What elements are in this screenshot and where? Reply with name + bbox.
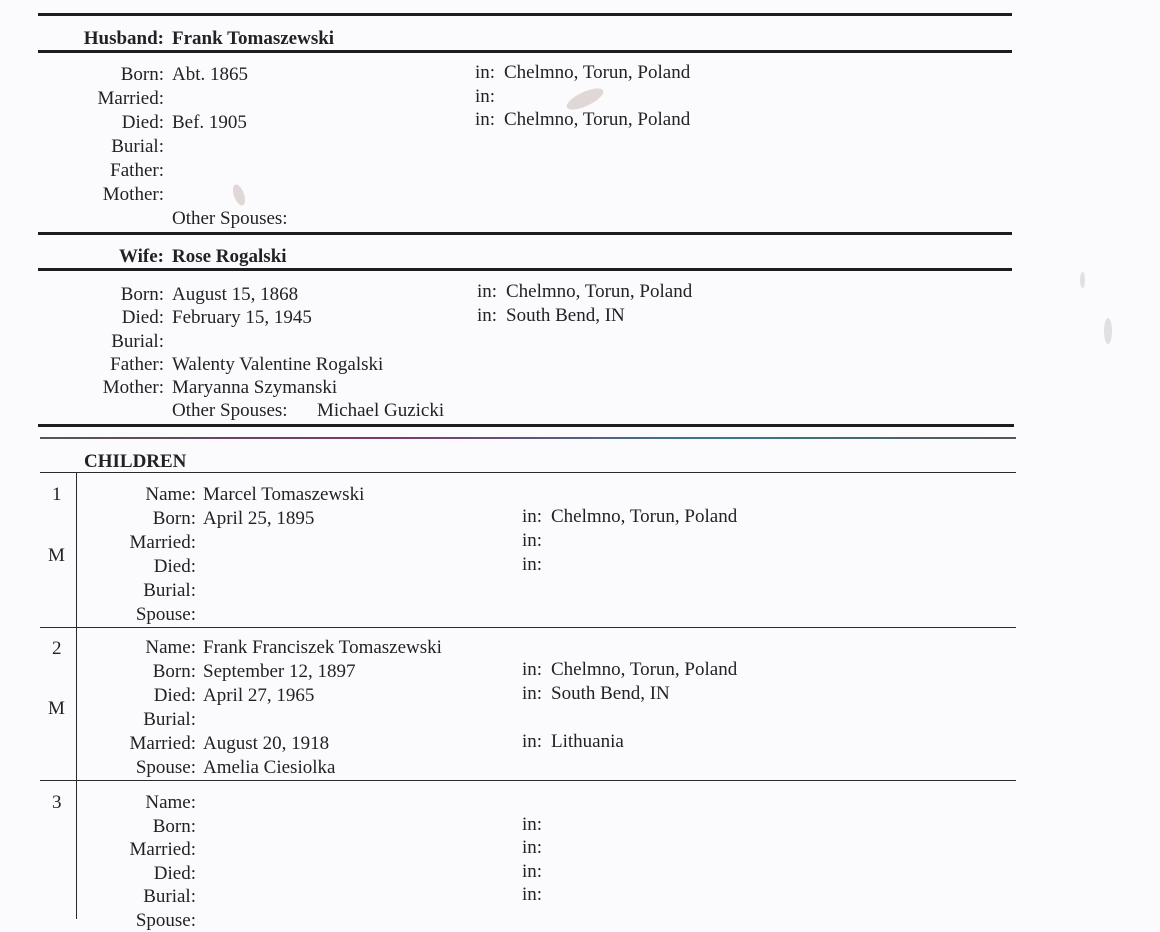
in-label: in: xyxy=(522,837,543,858)
in-label: in: xyxy=(475,109,496,130)
row-label: Born: xyxy=(120,64,164,85)
wife-name: Rose Rogalski xyxy=(172,246,287,267)
row-label: Name: xyxy=(145,637,196,658)
row-value: Amelia Ciesiolka xyxy=(203,757,336,778)
row-value: Bef. 1905 xyxy=(172,112,247,133)
children-column-divider xyxy=(76,472,77,919)
row-value: Abt. 1865 xyxy=(172,64,248,85)
row-label: Name: xyxy=(145,792,196,813)
wife-other-spouses: Michael Guzicki xyxy=(317,400,445,421)
child-sex: M xyxy=(48,545,65,566)
row-label: Mother: xyxy=(102,377,164,398)
child-number: 1 xyxy=(52,484,62,505)
row-label: Died: xyxy=(153,863,196,884)
husband-other-spouses-label: Other Spouses: xyxy=(172,208,288,229)
child-number: 2 xyxy=(52,638,62,659)
in-label: in: xyxy=(522,814,543,835)
child-number: 3 xyxy=(52,792,62,813)
scan-smudge xyxy=(1104,318,1112,344)
row-label: Burial: xyxy=(143,580,196,601)
children-top-rule xyxy=(40,437,1016,439)
row-label: Married: xyxy=(97,88,164,109)
children-heading-rule xyxy=(40,472,1016,473)
row-label: Spouse: xyxy=(135,604,196,625)
row-value: August 15, 1868 xyxy=(172,284,299,305)
row-value: April 25, 1895 xyxy=(203,508,315,529)
child-divider xyxy=(40,627,1016,628)
scan-smudge xyxy=(1080,272,1085,288)
row-value: Marcel Tomaszewski xyxy=(203,484,365,505)
row-label: Married: xyxy=(129,733,196,754)
in-label: in: xyxy=(522,659,543,680)
row-value: April 27, 1965 xyxy=(203,685,315,706)
row-label: Married: xyxy=(129,839,196,860)
row-label: Died: xyxy=(121,112,164,133)
in-label: in: xyxy=(522,884,543,905)
place-value: South Bend, IN xyxy=(551,683,670,704)
husband-mother-label: Mother: xyxy=(102,184,164,205)
wife-heading-label: Wife: xyxy=(118,246,164,267)
place-value: Chelmno, Torun, Poland xyxy=(506,281,693,302)
row-value: Maryanna Szymanski xyxy=(172,377,338,398)
scan-smudge xyxy=(231,183,248,207)
wife-burial-label: Burial: xyxy=(111,331,164,352)
in-label: in: xyxy=(522,731,543,752)
place-value: Chelmno, Torun, Poland xyxy=(551,506,738,527)
in-label: in: xyxy=(522,506,543,527)
in-label: in: xyxy=(522,861,543,882)
row-label: Born: xyxy=(152,661,196,682)
place-value: Chelmno, Torun, Poland xyxy=(504,62,691,83)
row-label: Name: xyxy=(145,484,196,505)
row-label: Born: xyxy=(152,508,196,529)
row-label: Died: xyxy=(153,556,196,577)
husband-burial-label: Burial: xyxy=(111,136,164,157)
husband-heading-label: Husband: xyxy=(83,28,164,49)
wife-bottom-rule xyxy=(38,424,1014,427)
row-value: Frank Franciszek Tomaszewski xyxy=(203,637,442,658)
row-label: Born: xyxy=(120,284,164,305)
husband-name: Frank Tomaszewski xyxy=(172,28,335,49)
in-label: in: xyxy=(522,683,543,704)
row-label: Spouse: xyxy=(135,757,196,778)
row-label: Married: xyxy=(129,532,196,553)
in-label: in: xyxy=(522,554,543,575)
in-label: in: xyxy=(475,86,496,107)
wife-top-rule xyxy=(38,232,1012,235)
husband-rule xyxy=(38,50,1012,53)
row-value: February 15, 1945 xyxy=(172,307,312,328)
row-label: Died: xyxy=(121,307,164,328)
place-value: Lithuania xyxy=(551,731,624,752)
row-label: Spouse: xyxy=(135,910,196,931)
child-divider xyxy=(40,780,1016,781)
place-value: Chelmno, Torun, Poland xyxy=(504,109,691,130)
husband-father-label: Father: xyxy=(110,160,164,181)
child-sex: M xyxy=(48,698,65,719)
row-value: Walenty Valentine Rogalski xyxy=(172,354,384,375)
row-value: September 12, 1897 xyxy=(203,661,356,682)
children-heading: CHILDREN xyxy=(84,451,187,472)
in-label: in: xyxy=(475,62,496,83)
row-label: Father: xyxy=(110,354,164,375)
in-label: in: xyxy=(477,305,498,326)
row-label: Burial: xyxy=(143,709,196,730)
wife-other-spouses-label: Other Spouses: xyxy=(172,400,288,421)
top-rule xyxy=(38,13,1012,16)
place-value: Chelmno, Torun, Poland xyxy=(551,659,738,680)
row-label: Burial: xyxy=(143,886,196,907)
in-label: in: xyxy=(522,530,543,551)
row-label: Died: xyxy=(153,685,196,706)
row-value: August 20, 1918 xyxy=(203,733,330,754)
wife-rule xyxy=(38,268,1012,271)
row-label: Born: xyxy=(152,816,196,837)
in-label: in: xyxy=(477,281,498,302)
place-value: South Bend, IN xyxy=(506,305,625,326)
